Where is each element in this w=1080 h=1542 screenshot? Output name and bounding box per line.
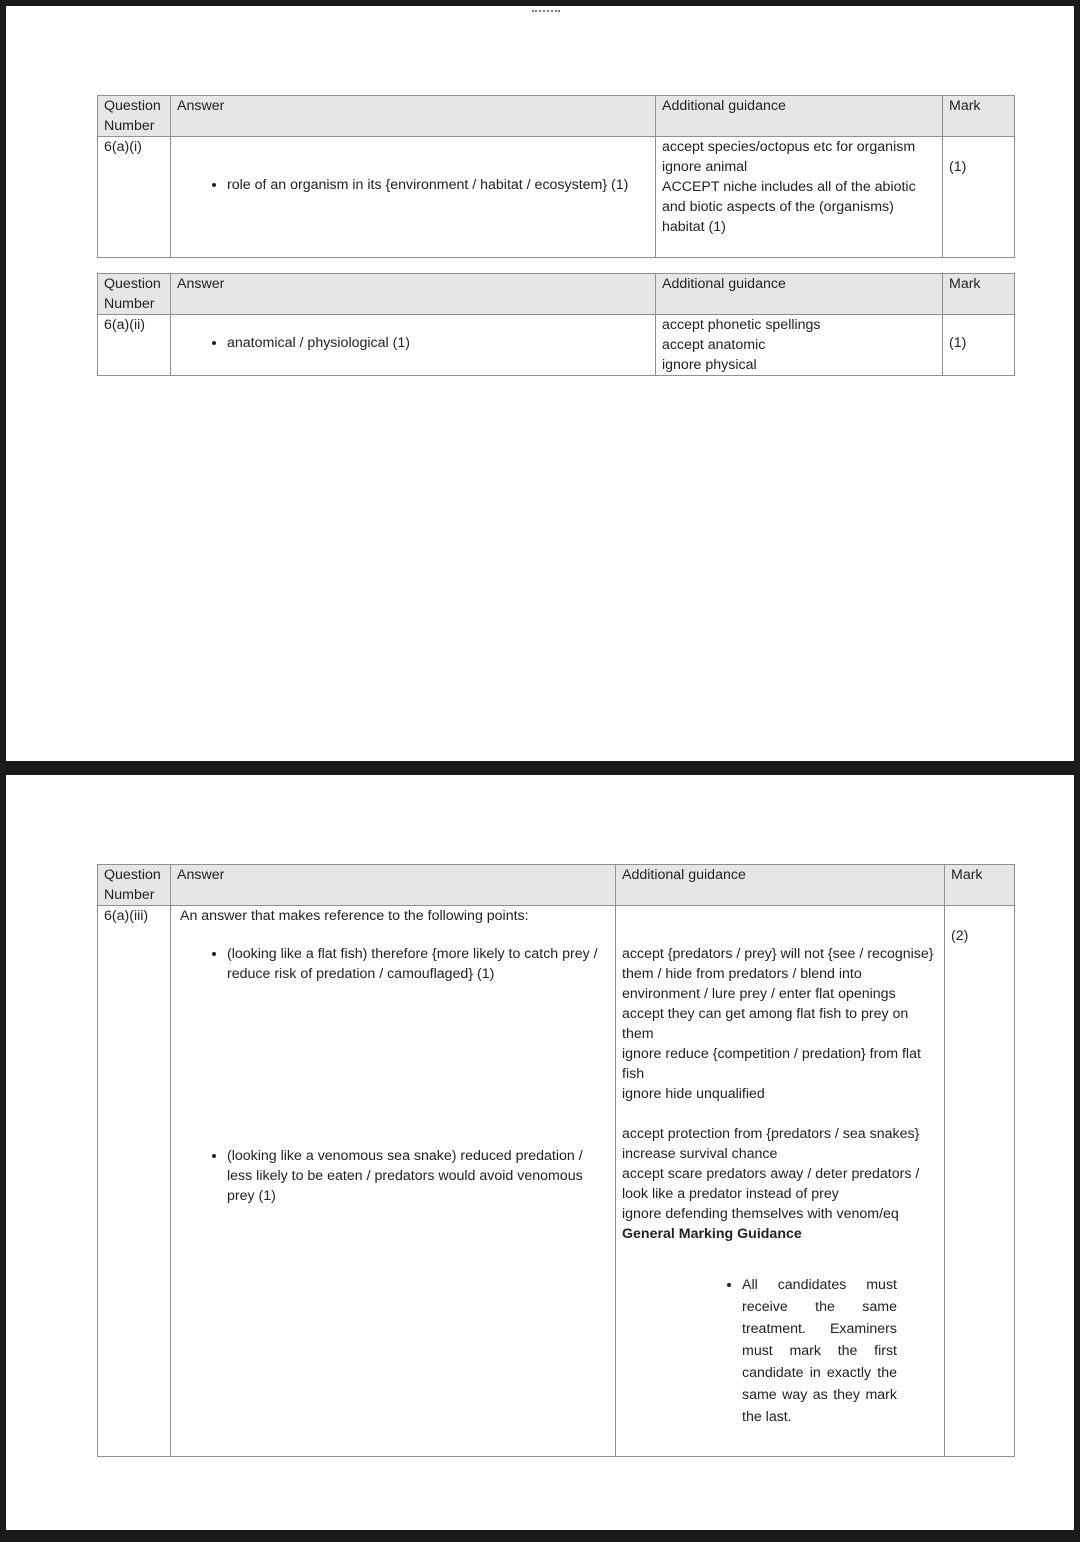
header-answer: Answer — [171, 96, 656, 137]
table-header-row — [98, 274, 1015, 315]
header-answer: Answer — [171, 274, 656, 315]
general-marking-guidance-list — [622, 1274, 897, 1428]
answer-point: • (looking like a flat fish) therefore {more likely to catch prey / reduce risk of predation / camouflaged} (1) — [227, 944, 609, 984]
table-row — [98, 315, 1015, 376]
table-6aiii — [97, 864, 1015, 1457]
guidance-line: accept species/octopus etc for organism — [662, 139, 916, 155]
answer-point: • anatomical / physiological (1) — [227, 333, 649, 353]
guidance-line: ignore physical — [662, 357, 757, 373]
header-guidance: Additional guidance — [656, 96, 943, 137]
guidance-line: ignore defending themselves with venom/eq — [622, 1206, 899, 1222]
header-mark: Mark — [943, 96, 1015, 137]
guidance-line: ignore reduce {competition / predation} from flat fish — [622, 1046, 921, 1082]
header-guidance: Additional guidance — [616, 865, 945, 906]
mark-value: (1) — [949, 159, 967, 175]
answer-cell — [171, 315, 656, 376]
header-mark: Mark — [945, 865, 1015, 906]
table-row — [98, 906, 1015, 1457]
guidance-line: ignore animal — [662, 159, 748, 175]
header-mark: Mark — [943, 274, 1015, 315]
table-header-row — [98, 865, 1015, 906]
header-question-number: Question Number — [98, 865, 171, 906]
question-number: 6(a)(i) — [98, 137, 171, 258]
answer-point: • (looking like a venomous sea snake) reduced predation / less likely to be eaten / predators would avoid venomous prey (1) — [227, 1146, 609, 1206]
table-row — [98, 137, 1015, 258]
mark-cell — [945, 906, 1015, 1457]
answer-intro: An answer that makes reference to the following points: — [180, 908, 529, 924]
guidance-line: ignore hide unqualified — [622, 1086, 765, 1102]
guidance-line: accept phonetic spellings — [662, 317, 821, 333]
guidance-line: ACCEPT niche includes all of the abiotic and biotic aspects of the (organisms) habitat (1) — [662, 179, 916, 235]
mark-value: (2) — [951, 928, 969, 944]
guidance-cell — [656, 137, 943, 258]
guidance-line: accept {predators / prey} will not {see / recognise} them / hide from predators / blend into environment / lure prey / enter flat openings — [622, 946, 934, 1002]
header-question-number: Question Number — [98, 96, 171, 137]
answer-point: • role of an organism in its {environment / habitat / ecosystem} (1) — [227, 175, 649, 195]
answer-cell — [171, 137, 656, 258]
guidance-line: accept they can get among flat fish to prey on them — [622, 1006, 909, 1042]
header-question-number: Question Number — [98, 274, 171, 315]
header-answer: Answer — [171, 865, 616, 906]
question-number: 6(a)(iii) — [98, 906, 171, 1457]
header-guidance: Additional guidance — [656, 274, 943, 315]
page-2 — [6, 775, 1074, 1530]
guidance-line: accept scare predators away / deter predators / look like a predator instead of prey — [622, 1166, 920, 1202]
page-1 — [6, 6, 1074, 761]
table-6ai — [97, 95, 1015, 258]
guidance-cell — [616, 906, 945, 1457]
mark-cell — [943, 315, 1015, 376]
question-number: 6(a)(ii) — [98, 315, 171, 376]
guidance-line: accept anatomic — [662, 337, 766, 353]
general-marking-guidance-point: • All candidates must receive the same treatment. Examiners must mark the first candidate in exactly the same way as they mark the last. — [742, 1274, 897, 1428]
guidance-line: accept protection from {predators / sea snakes} increase survival chance — [622, 1126, 920, 1162]
general-marking-guidance-title: General Marking Guidance — [622, 1226, 802, 1242]
page-notch — [532, 6, 560, 12]
table-header-row — [98, 96, 1015, 137]
mark-value: (1) — [949, 335, 967, 351]
guidance-cell — [656, 315, 943, 376]
mark-cell — [943, 137, 1015, 258]
table-6aii — [97, 273, 1015, 376]
answer-cell — [171, 906, 616, 1457]
